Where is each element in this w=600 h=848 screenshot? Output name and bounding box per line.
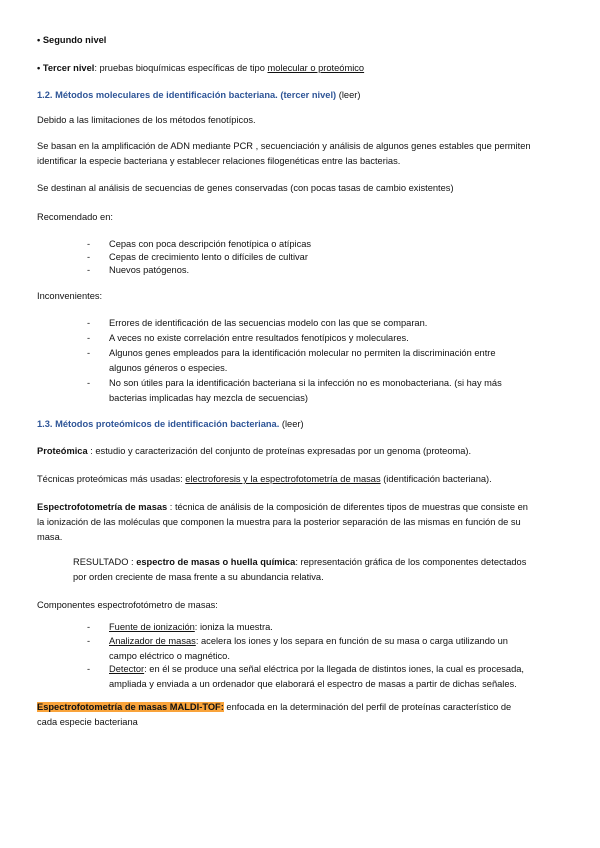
highlighted-term: Espectrofotometría de masas MALDI-TOF: [37, 702, 224, 712]
paragraph-basan: Se basan en la amplificación de ADN mediante PCR , secuenciación y análisis de algunos genes estables que permiten identificar la especie bacteriana y establecer relaciones filogenéticas entre las bacterias. [37, 141, 531, 166]
bullet-segundo-nivel: • Segundo nivel [37, 35, 107, 45]
paragraph-resultado: RESULTADO : espectro de masas o huella química: representación gráfica de los componentes detectados por orden creciente de masa frente a su abundancia relativa. [73, 557, 527, 582]
underlined-term: electroforesis y la espectrofotometría de masas [185, 474, 381, 484]
paragraph-tecnicas: Técnicas proteómicas más usadas: electroforesis y la espectrofotometría de masas (identificación bacteriana). [37, 474, 492, 484]
paragraph-destinan: Se destinan al análisis de secuencias de genes conservadas (con pocas tasas de cambio existentes) [37, 183, 454, 193]
paragraph-proteomica: Proteómica : estudio y caracterización del conjunto de proteínas expresadas por un genoma (proteoma). [37, 446, 472, 456]
label-componentes: Componentes espectrofotómetro de masas: [37, 600, 218, 610]
bullet-tercer-nivel: • Tercer nivel: pruebas bioquímicas específicas de tipo molecular o proteómico [37, 63, 365, 73]
section-heading-1-2: 1.2. Métodos moleculares de identificación bacteriana. (tercer nivel) (leer) [37, 90, 361, 100]
label-recomendado: Recomendado en: [37, 212, 113, 222]
paragraph-debido: Debido a las limitaciones de los métodos fenotípicos. [37, 115, 256, 125]
section-heading-1-3: 1.3. Métodos proteómicos de identificación bacteriana. (leer) [37, 419, 304, 429]
paragraph-espectrofotometria: Espectrofotometría de masas : técnica de análisis de la composición de diferentes tipos de muestras que consiste en la ionización de las moléculas que componen la muestra para la posterior separación de las mismas en función de su masa. [37, 502, 528, 542]
label-inconvenientes: Inconvenientes: [37, 291, 103, 301]
underlined-term: molecular o proteómico [267, 63, 365, 73]
paragraph-maldi-tof: Espectrofotometría de masas MALDI-TOF: enfocada en la determinación del perfil de proteínas característico de cada especie bacteriana [37, 702, 512, 727]
